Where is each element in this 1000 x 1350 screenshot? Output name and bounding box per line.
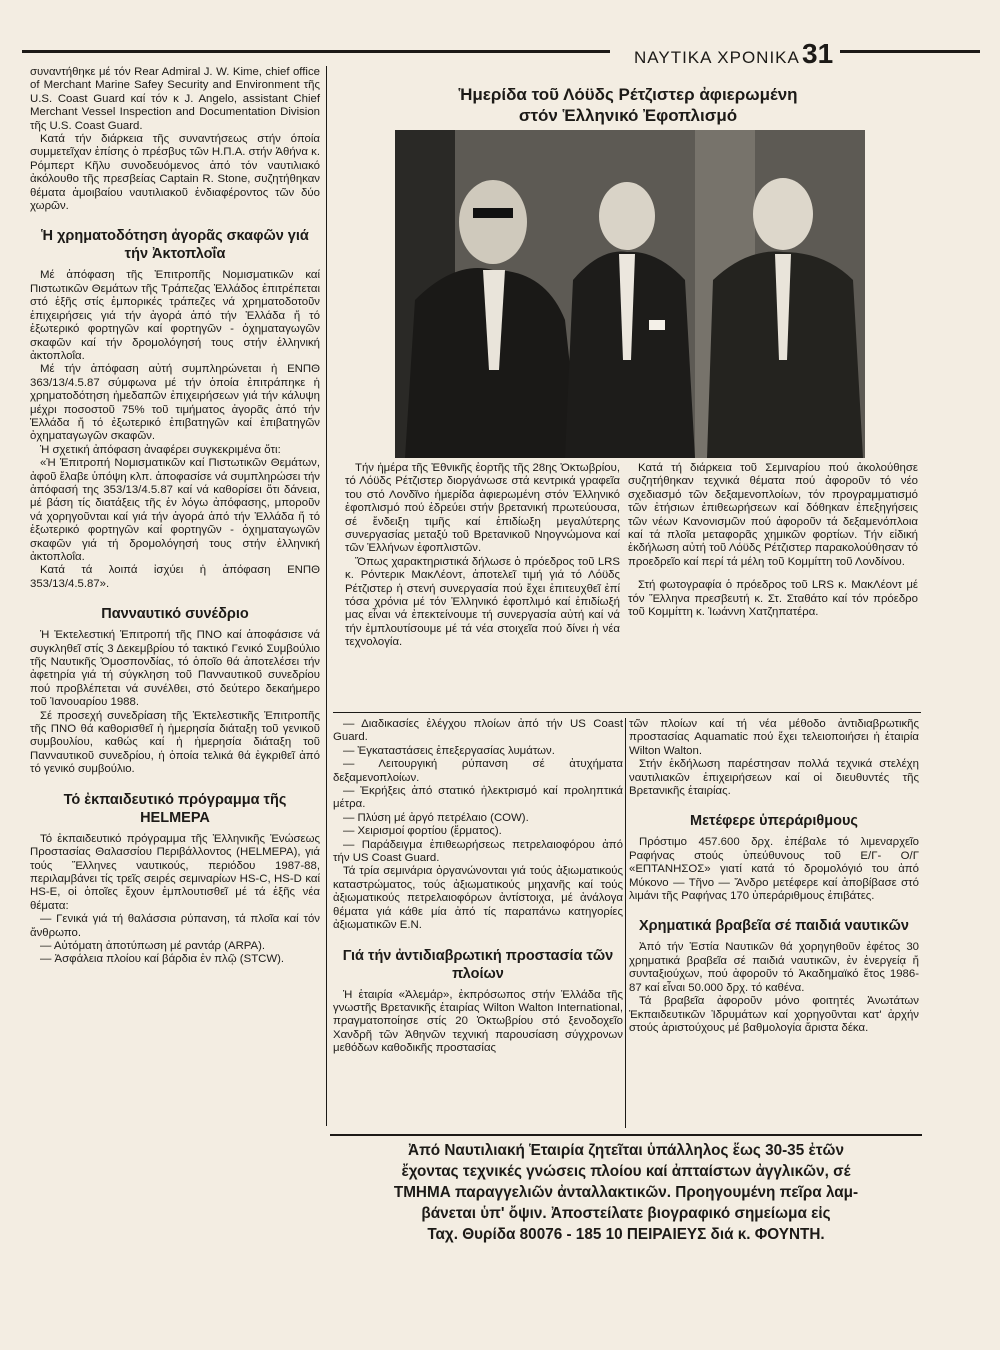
job-advertisement — [330, 1140, 922, 1245]
paragraph: συναντήθηκε μέ τόν Rear Admiral J. W. Kime, chief office of Merchant Marine Safey Security and Environment τῆς U.S. Coast Guard καί τόν κ J. Angelo, assistant Chief Merchant Vessel Inspection and Documentation Division τῆς U.S. Coast Guard. — [30, 66, 320, 132]
ad-divider — [330, 1134, 922, 1136]
heading-overcapacity: Μετέφερε ὑπεράριθμους — [690, 813, 858, 830]
paragraph: Τά βραβεῖα ἀφοροῦν μόνο φοιτητές Ἀνωτάτων Ἐκπαιδευτικῶν Ἱδρυμάτων καί χορηγοῦνται κατ' ἀρχήν στούς ἀριστούχους μέ βαθμολογία ἄριστα δέκα. — [629, 995, 919, 1034]
paragraph: Ἡ σχετική ἀπόφαση ἀναφέρει συγκεκριμένα ὅτι: — [40, 443, 281, 456]
paragraph: «Ἡ Ἐπιτροπή Νομισματικῶν καί Πιστωτικῶν Θεμάτων, ἀφοῦ ἔλαβε ὑπόψη κλπ. ἀποφασίσε νά συμπληρώσει τήν ἀπόφασή της 353/13/4.5.87 καί νά καθορίσει ὅτι δάνεια, μέ βάση τίς διατάξεις τῆς ἐν λόγω ἀπόφασης, μποροῦν νά χορηγοῦνται καί γιά τήν ἀγορά ἀπό τήν Ἑλλάδα ἤ τό ἐξωτερικό φορτηγῶν καί φορτηγῶν - ὀχηματαγωγῶν σκαφῶν γιά τή δρομολόγησή τους στήν ἑλληνική ἀκτοπλοΐα. — [30, 457, 320, 563]
feature-title-line-2: στόν Ἑλληνικό Ἐφοπλισμό — [518, 106, 738, 125]
heading-helmepa: Τό ἐκπαιδευτικό πρόγραμμα τῆς HELMEPA — [63, 791, 287, 826]
paragraph: — Αὐτόματη ἀποτύπωση μέ ραντάρ (ARPA). — [40, 939, 266, 952]
page-number: 31 — [802, 38, 834, 69]
list-item: — Πλύση μέ ἀργό πετρέλαιο (COW). — [343, 811, 529, 824]
header-rule-right — [840, 50, 980, 53]
heading-financing: Ἡ χρηματοδότηση ἀγορᾶς σκαφῶν γιά τήν Ἀκτοπλοΐα — [41, 228, 309, 263]
paragraph: Τό ἐκπαιδευτικό πρόγραμμα τῆς Ἑλληνικῆς Ἑνώσεως Προστασίας Θαλασσίου Περιβάλλοντος (HELMEPA), γιά τούς Ἕλληνες ναυτικούς, περιόδου 1987-88, περιλαμβάνει τίς τρεῖς σειρές σεμιναρίων HS-C, HS-D καί HS-E, οἱ ὁποῖες ἔχουν ἐμπλουτισθεῖ μέ τά ἑξῆς νέα θέματα: — [30, 832, 320, 912]
paragraph: — Γενικά γιά τή θαλάσσια ρύπανση, τά πλοῖα καί τόν ἄνθρωπο. — [30, 913, 320, 939]
feature-text-left — [345, 462, 620, 650]
ad-line: βάνεται ὑπ' ὄψιν. Ἀποστείλατε βιογραφικό σημείωμα εἰς — [421, 1205, 831, 1222]
feature-text-right — [628, 462, 918, 619]
paragraph: τῶν πλοίων καί τή νέα μέθοδο ἀντιδιαβρωτικῆς προστασίας Aquamatic πού ἔχει τελειοποιήσει ἡ ἑταιρία Wilton Walton. — [629, 718, 919, 757]
heading-congress: Πανναυτικό συνέδριο — [101, 606, 249, 623]
feature-title — [392, 84, 864, 126]
column-divider — [326, 66, 327, 1126]
list-item: — Παράδειγμα ἐπιθεωρήσεως πετρελαιοφόρου ἀπό τήν US Coast Guard. — [333, 838, 623, 865]
list-item: — Λειτουργική ρύπανση σέ ἀτυχήματα δεξαμενοπλοίων. — [333, 758, 623, 784]
list-item: — Διαδικασίες ἐλέγχου πλοίων ἀπό τήν US Coast Guard. — [333, 718, 623, 744]
paragraph: Κατά τήν διάρκεια τῆς συναντήσεως στήν όποία συμμετεῖχαν ἐπίσης ὁ πρέσβυς τῶν Η.Π.Α. στήν Ἀθήνα κ. Ρόμπερτ Κῆλυ συνοδευόμενος ἀπό τόν ναυτιλιακό ἀκόλουθο τῆς πρεσβείας Captain R. Stone, συζητήθηκαν θέματα ἀμοιβαίου ναυτιλιακοῦ ἐνδιαφέροντος τῶν δύο χωρῶν. — [30, 133, 320, 213]
paragraph: Ἡ Ἐκτελεστική Ἐπιτροπή τῆς ΠΝΟ καί ἀποφάσισε νά συγκληθεῖ στίς 3 Δεκεμβρίου τό τακτικό Γενικό Συμβούλιο τῆς Ναυτικῆς Ὁμοσπονδίας, τό ὁποῖο θά ἀποτελέσει τήν ἀφετηρία γιά τή σύγκληση τοῦ Πανναυτικοῦ συνεδρίου πού προβλέπεται νά συνέλθει, στό δεύτερο δεκαήμερο τοῦ Ἰανουαρίου 1988. — [30, 629, 320, 709]
photo-caption: Στή φωτογραφία ὁ πρόεδρος τοῦ LRS κ. ΜακΛέοντ μέ τόν Ἕλληνα πρεσβευτή κ. Στ. Σταθάτο καί τόν πρόεδρο τοῦ Κομμίττη κ. Ἰωάννη Χατζηπατέρα. — [628, 579, 918, 619]
ad-line: Ἀπό Ναυτιλιακή Ἑταιρία ζητεῖται ὑπάλληλος ἕως 30-35 ἐτῶν — [408, 1142, 844, 1159]
magazine-name: ΝΑΥΤΙΚΑ ΧΡΟΝΙΚΑ — [634, 48, 800, 67]
column-middle — [333, 718, 623, 1056]
paragraph: Ὅπως χαρακτηριστικά δήλωσε ὁ πρόεδρος τοῦ LRS κ. Ρόντερικ ΜακΛέοντ, ἀποτελεῖ τιμή γιά τό Λόϋδς Ρέτζιστερ ἡ στενή συνεργασία πού ἔχει ἐπιτευχθεῖ ἐπί τόσα χρόνια μέ τόν Ἑλληνικό ἐφοπλιμό καί ἐπιδίωξή μας εἶναι νά ἐπεκτείνουμε τή συνεργασία αὐτή καί νά τήν ἐμπλουτίσουμε μέ τά νέα στοιχεῖα πού δίνει ἡ νέα τεχνολογία. — [345, 555, 620, 649]
paragraph: Κατά τά λοιπά ἰσχύει ἡ ἀπόφαση ΕΝΠΘ 353/13/4.5.87». — [30, 564, 320, 590]
paragraph: Μέ τήν ἀπόφαση αὐτή συμπληρώνεται ἡ ΕΝΠΘ 363/13/4.5.87 σύμφωνα μέ τήν ὁποία ἐπιτράπηκε ἡ χρηματοδότηση ἡμεδαπῶν ἐπιχειρήσεων γιά τήν κάλυψη μέχρι ποσοστοῦ 75% τοῦ τιμήματος ἀγορᾶς ἀπό τήν Ἑλλάδα ἤ τό ἐξωτερικό ἐπιβατηγῶν καί ἐπιβατηγῶν ὀχηματαγωγῶν σκαφῶν. — [30, 363, 320, 443]
paragraph: Τά τρία σεμινάρια ὀργανώνονται γιά τούς ἀξιωματικούς καταστρώματος, τούς ἀξιωματικούς μηχανῆς καί τούς ἀξιωματικούς πετρελαιοφόρων ἀντίστοιχα, μέ ἀνάλογα θέματα γιά κάθε μία ἀπό τίς παραπάνω κατηγορίες ἀξιωματικῶν Ε.Ν. — [333, 865, 623, 932]
feature-title-line-1: Ἡμερίδα τοῦ Λόϋδς Ρέτζιστερ ἀφιερωμένη — [458, 85, 798, 104]
ad-line: ἔχοντας τεχνικές γνώσεις πλοίου καί ἀπταίστων ἀγγλικῶν, σέ — [401, 1163, 851, 1180]
paragraph: Κατά τή διάρκεια τοῦ Σεμιναρίου πού ἀκολούθησε συζητήθηκαν τεχνικά θέματα πού ἀφοροῦν τό νέο σχεδιασμό τῶν δεξαμενοπλοίων, τόν προγραμματισμό τῶν ἐτήσιων ἐπιθεωρήσεων καί δόθηκαν ἐπεξηγήσεις τῶν νέων Κανονισμῶν πού ἀφοροῦν τά δεξαμενόπλοια καί τά πλοῖα μεταφορᾶς χημικῶν φορτίων. Τήν εἰδική ἐκδήλωση αὐτή τοῦ Λόϋδς Ρέτζιστερ παρακολούθησαν τό προεδρεῖο καί περί τά μέλη τοῦ Κομμίττη τοῦ Λονδίνου. — [628, 462, 918, 568]
paragraph: Ἡ ἑταιρία «Ἀλεμάρ», ἐκπρόσωπος στήν Ἑλλάδα τῆς γνωστῆς Βρετανικῆς ἑταιρίας Wilton Walton International, πραγματοποίησε στίς 20 Ὀκτωβρίου στό ξενοδοχεῖο Χανδρῆ τῶν Ἀθηνῶν τεχνική παρουσίαση σύγχρονων μεθόδων καθοδικῆς προστασίας — [333, 988, 623, 1055]
ad-line: ΤΜΗΜΑ παραγγελιῶν ἀνταλλακτικῶν. Προηγουμένη πεῖρα λαμ- — [393, 1184, 859, 1201]
section-divider — [333, 712, 921, 713]
paragraph: Ἀπό τήν Ἑστία Ναυτικῶν θά χορηγηθοῦν ἐφέτος 30 χρηματικά βραβεῖα σέ παιδιά ναυτικῶν, ἐν ἐνεργείᾳ ἤ συνταξιούχων, πού ἀφοροῦν τό Ἀκαδημαϊκό ἔτος 1986-87 καί εἶναι 50.000 δρχ. τό καθένα. — [629, 941, 919, 994]
list-item: — Χειρισμοί φορτίου (ἕρματος). — [343, 825, 502, 838]
ad-line: Ταχ. Θυρίδα 80076 - 185 10 ΠΕΙΡΑΙΕΥΣ διά κ. ΦΟΥΝΤΗ. — [427, 1226, 825, 1243]
paragraph: — Ἀσφάλεια πλοίου καί βάρδια ἐν πλῷ (STCW). — [40, 953, 285, 966]
column-left — [30, 66, 320, 967]
list-item: — Ἐγκαταστάσεις ἐπεξεργασίας λυμάτων. — [343, 744, 555, 757]
column-divider — [625, 718, 626, 1128]
feature-photo — [395, 130, 865, 458]
paragraph: Σέ προσεχή συνεδρίαση τῆς Ἐκτελεστικῆς Ἐπιτροπῆς τῆς ΠΝΟ θά καθορισθεῖ ἡ ἡμερησία διάταξη τοῦ γενικοῦ συμβουλίου, καθώς καί ἡ ἡμερησία διάταξη τοῦ Πανναυτικοῦ συνεδρίου, ἡ ὁποία τελικά θά ἐγκριθεῖ ἀπό τό γενικό συμβούλιο. — [30, 709, 320, 776]
paragraph: Μέ ἀπόφαση τῆς Ἐπιτροπῆς Νομισματικῶν καί Πιστωτικῶν Θεμάτων τῆς Τράπεζας Ἑλλάδος ἐπιτρέπεται στό ἑξῆς στίς ἐμπορικές τράπεζες νά χρηματοδοτοῦν ἐπιχειρήσεις γιά τήν ἀγορά ἀπό τήν Ἑλλάδα ἤ τό ἐξωτερικό φορτηγῶν καί φορτηγῶν - ὀχηματαγωγῶν σκαφῶν καί τήν δρομολόγησή τους στήν ἑλληνική ἀκτοπλοΐα. — [30, 269, 320, 362]
heading-corrosion: Γιά τήν ἀντιδιαβρωτική προστασία τῶν πλοίων — [342, 947, 614, 982]
paragraph: Στήν ἐκδήλωση παρέστησαν πολλά τεχνικά στελέχη ναυτιλιακῶν ἐπιχειρήσεων καί οἱ διευθυντές τῆς Βρετανικῆς ἑταιρίας. — [629, 758, 919, 798]
header-rule-left — [22, 50, 610, 53]
heading-awards: Χρηματικά βραβεῖα σέ παιδιά ναυτικῶν — [639, 918, 909, 935]
column-right — [629, 718, 919, 1035]
paragraph: Τήν ἡμέρα τῆς Ἐθνικῆς ἑορτῆς τῆς 28ης Ὀκτωβρίου, τό Λόϋδς Ρέτζιστερ διοργάνωσε στά κεντρικά γραφεῖα του στό Λονδῖνο ἡμερίδα ἀφιερωμένη στόν Ἑλληνικό ἐφοπλισμό πού ἑδρεύει στήν βρετανική πρωτεύουσα, σέ ἔνδειξη τιμῆς καί ἐπιδίωξη μεγαλύτερης συνεργασίας μεταξύ τοῦ Βρετανικοῦ Νηογνώμονα καί τῶν Ἑλλήνων ἐφοπλιστῶν. — [345, 462, 620, 555]
list-item: — Ἐκρήξεις ἀπό στατικό ἠλεκτρισμό καί προληπτικά μέτρα. — [333, 785, 623, 811]
paragraph: Πρόστιμο 457.600 δρχ. ἐπέβαλε τό λιμεναρχεῖο Ραφήνας στούς ὑπεύθυνους τοῦ Ε/Γ- Ο/Γ «ΕΠΤΑΝΗΣΟΣ» γιατί κατά τό δρομολόγιό του ἀπό Μύκονο — Τῆνο — Ἄνδρο μετέφερε καί ἀποβίβασε στό λιμάνι τῆς Ραφήνας 170 ὑπεράριθμους ἐπιβάτες. — [629, 836, 919, 903]
photo-illustration — [395, 130, 865, 458]
